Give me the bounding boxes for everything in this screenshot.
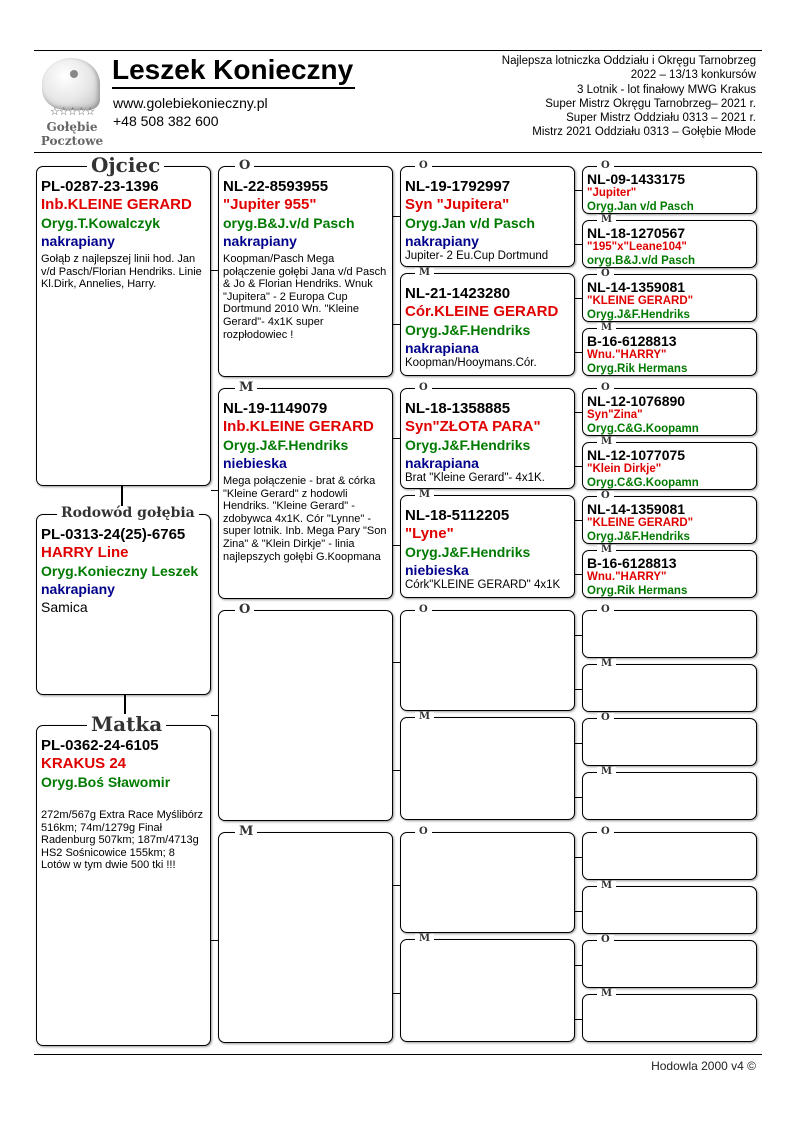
pigeon-origin: Oryg.J&F.Hendriks: [405, 437, 531, 453]
pigeon-description: Córk"KLEINE GERARD" 4x1K: [405, 579, 561, 591]
pigeon-name: Inb.KLEINE GERARD: [41, 196, 192, 213]
connector: [393, 324, 400, 325]
gen4-card[interactable]: [582, 436, 757, 490]
ring-number: NL-22-8593955: [223, 178, 329, 195]
pigeon-name: Syn"Zina": [587, 409, 643, 421]
gen3-card[interactable]: [400, 711, 575, 820]
granddam-paternal-card[interactable]: [218, 380, 393, 599]
logo-text-line1: Gołębie: [46, 120, 98, 134]
sire-label: O: [415, 605, 432, 615]
pigeon-description: Brat "Kleine Gerard"- 4x1K.: [405, 472, 545, 484]
achievement: Mistrz 2021 Oddziału 0313 – Gołębie Młode: [532, 126, 756, 139]
grandsire-paternal-card[interactable]: [218, 158, 393, 377]
achievement: 3 Lotnik - lot finałowy MWG Krakus: [577, 83, 756, 96]
ring-number: NL-18-1270567: [587, 225, 686, 241]
pigeon-name: "Klein Dirkje": [587, 463, 662, 475]
pigeon-name: "KLEINE GERARD": [587, 517, 694, 529]
ring-number: PL-0362-24-6105: [41, 737, 159, 754]
pigeon-name: "Lyne": [405, 525, 454, 542]
sire-label: O: [415, 383, 432, 393]
dam-label: M: [235, 381, 257, 394]
pigeon-name: "KLEINE GERARD": [587, 295, 694, 307]
connector: [211, 490, 218, 491]
gen4-card[interactable]: [582, 766, 757, 820]
gen3-card[interactable]: [400, 604, 575, 711]
pigeon-origin: Oryg.Rik Hermans: [587, 363, 688, 375]
dam-label: M: [415, 934, 434, 944]
connector: [575, 412, 582, 413]
sire-label: O: [235, 603, 254, 616]
achievements-list: [502, 54, 756, 140]
ring-number: PL-0287-23-1396: [41, 178, 159, 195]
sire-label: O: [597, 161, 614, 171]
pigeon-sex: Samica: [41, 599, 88, 615]
connector: [393, 770, 400, 771]
pigeon-name: Wnu."HARRY": [587, 349, 667, 361]
pigeon-origin: Oryg.J&F.Hendriks: [587, 309, 690, 321]
connector: [575, 352, 582, 353]
ring-number: NL-12-1076890: [587, 393, 686, 409]
gen3-card[interactable]: [400, 160, 575, 267]
pigeon-color: nakrapiana: [405, 340, 479, 356]
achievement: Najlepsza lotniczka Oddziału i Okręgu Tarnobrzeg: [501, 55, 756, 67]
connector: [393, 438, 400, 439]
dam-label: M: [597, 659, 616, 669]
pigeon-color: nakrapiany: [41, 581, 115, 597]
gen4-card[interactable]: [582, 826, 757, 880]
connector: [393, 662, 400, 663]
sire-label: O: [415, 161, 432, 171]
connector: [575, 857, 582, 858]
pigeon-description: 272m/567g Extra Race Myślibórz 516km; 74m/1279g Finał Radenburg 507km; 187m/4713g HS2 Sośnicowice 155km; 8 Lotów w tym dwie 500 tki !!!: [41, 809, 204, 872]
dam-label: M: [597, 215, 616, 225]
connector: [575, 965, 582, 966]
achievement: Super Mistrz Oddziału 0313 – 2021 r.: [566, 112, 756, 125]
logo-text-line2: Pocztowe: [40, 134, 104, 148]
sire-label: O: [415, 827, 432, 837]
logo: [34, 56, 110, 146]
gen4-card[interactable]: [582, 214, 757, 268]
sire-label: O: [597, 605, 614, 615]
ring-number: PL-0313-24(25)-6765: [41, 526, 186, 543]
pigeon-head-icon: [42, 58, 100, 110]
dam-label: M: [415, 490, 434, 500]
subject-label: Rodowód gołębia: [57, 506, 199, 520]
dam-label: M: [597, 989, 616, 999]
ring-number: NL-18-1358885: [405, 400, 511, 417]
sire-label: O: [235, 159, 254, 172]
sire-label: O: [597, 491, 614, 501]
pigeon-eye-icon: [70, 70, 78, 78]
sire-label: O: [597, 269, 614, 279]
gen4-card[interactable]: [582, 160, 757, 214]
gen4-card[interactable]: [582, 658, 757, 712]
pigeon-origin: Oryg.J&F.Hendriks: [405, 322, 531, 338]
pigeon-color: nakrapiany: [405, 233, 479, 249]
dam-label: M: [415, 712, 434, 722]
gen4-card[interactable]: [582, 880, 757, 934]
connector: [575, 244, 582, 245]
connector: [575, 689, 582, 690]
gen4-card[interactable]: [582, 604, 757, 658]
pigeon-name: Wnu."HARRY": [587, 571, 667, 583]
pigeon-name: "Jupiter": [587, 187, 637, 199]
ring-number: NL-12-1077075: [587, 447, 686, 463]
pigeon-name: "Jupiter 955": [223, 196, 317, 213]
connector: [575, 1019, 582, 1020]
pigeon-name: KRAKUS 24: [41, 755, 127, 772]
connector: [211, 940, 218, 941]
connector: [575, 466, 582, 467]
dam-label: M: [415, 268, 434, 278]
pigeon-origin: Oryg.Jan v/d Pasch: [587, 201, 694, 213]
connector: [393, 545, 400, 546]
footer-text: Hodowla 2000 v4 ©: [651, 1059, 756, 1073]
subject-card[interactable]: [36, 505, 211, 695]
pigeon-color: nakrapiana: [405, 455, 479, 471]
ring-number: B-16-6128813: [587, 333, 677, 349]
connector: [211, 715, 218, 716]
pigeon-name: "195"x"Leane104": [587, 241, 687, 253]
pigeon-origin: Oryg.Rik Hermans: [587, 585, 688, 597]
pigeon-name: Syn "Jupitera": [405, 196, 510, 213]
connector: [575, 743, 582, 744]
gen4-card[interactable]: [582, 322, 757, 376]
sire-label: O: [597, 383, 614, 393]
connector: [211, 270, 218, 271]
pigeon-origin: Oryg.J&F.Hendriks: [405, 544, 531, 560]
ring-number: NL-19-1149079: [223, 400, 328, 417]
connector: [393, 216, 400, 217]
achievement: Super Mistrz Okręgu Tarnobrzeg– 2021 r.: [545, 97, 756, 110]
mother-label: Matka: [87, 714, 166, 734]
dam-label: M: [597, 767, 616, 777]
pigeon-description: Koopman/Pasch Mega połączenie gołębi Jana v/d Pasch & Jo & Florian Hendriks. Wnuk "Jupitera" - 2 Europa Cup Dortmund 2010 Wn. "Kleine Gerard"- 4x1K super rozpłodowiec !: [223, 253, 387, 341]
pigeon-origin: Oryg.Jan v/d Pasch: [405, 215, 535, 231]
father-label: Ojciec: [87, 155, 164, 175]
pigeon-description: Jupiter- 2 Eu.Cup Dortmund: [405, 250, 549, 262]
pigeon-name: Cór.KLEINE GERARD: [405, 303, 559, 320]
pigeon-origin: Oryg.T.Kowalczyk: [41, 215, 161, 231]
gen4-card[interactable]: [582, 934, 757, 988]
connector: [393, 993, 400, 994]
owner-name: Leszek Konieczny: [112, 53, 355, 89]
pigeon-description: Gołąb z najlepszej linii hod. Jan v/d Pasch/Florian Hendriks. Linie Kl.Dirk, Annelies, Harry.: [41, 253, 202, 291]
dam-label: M: [597, 881, 616, 891]
father-card[interactable]: [36, 153, 211, 486]
gen3-card[interactable]: [400, 382, 575, 489]
gen3-card[interactable]: [400, 933, 575, 1042]
connector: [393, 885, 400, 886]
granddam-maternal-card[interactable]: [218, 824, 393, 1043]
connector: [575, 797, 582, 798]
sire-label: O: [597, 935, 614, 945]
pigeon-color: nakrapiany: [41, 233, 115, 249]
pigeon-origin: oryg.B&J.v/d Pasch: [223, 215, 355, 231]
gen4-card[interactable]: [582, 544, 757, 598]
ring-number: NL-19-1792997: [405, 178, 511, 195]
stars-icon: ☆☆☆☆☆: [49, 105, 95, 118]
achievement: 2022 – 13/13 konkursów: [630, 69, 756, 82]
gen4-card[interactable]: [582, 268, 757, 322]
pigeon-origin: Oryg.C&G.Koopamn: [587, 423, 699, 435]
connector: [575, 298, 582, 299]
pigeon-description: Mega połączenie - brat & córka "Kleine Gerard" z hodowli Hendriks. "Kleine Gerard" - zdobywca 4x1K. Cór "Lynne" - super lotnik. Inb. Mega Pary "Son Zina" & "Klein Dirkje" - linia najlepszych gołębi G.Koopmana: [223, 475, 387, 563]
pigeon-origin: Oryg.Boś Sławomir: [41, 774, 171, 790]
phone-number: +48 508 382 600: [113, 113, 219, 129]
pigeon-color: niebieska: [223, 455, 287, 471]
ring-number: NL-14-1359081: [587, 501, 686, 517]
connector: [575, 635, 582, 636]
sire-label: O: [597, 827, 614, 837]
pigeon-name: Syn"ZŁOTA PARA": [405, 418, 541, 435]
connector: [575, 911, 582, 912]
pigeon-origin: oryg.B&J.v/d Pasch: [587, 255, 696, 267]
dam-label: M: [597, 323, 616, 333]
ring-number: NL-09-1433175: [587, 171, 686, 187]
connector: [575, 520, 582, 521]
ring-number: B-16-6128813: [587, 555, 677, 571]
gen3-card[interactable]: [400, 826, 575, 933]
pigeon-description: Koopman/Hooymans.Cór.: [405, 357, 537, 369]
dam-label: M: [597, 545, 616, 555]
sire-label: O: [597, 713, 614, 723]
grandsire-maternal-card[interactable]: [218, 602, 393, 821]
mother-card[interactable]: [36, 712, 211, 1046]
pigeon-origin: Oryg.J&F.Hendriks: [587, 531, 690, 543]
top-rule: [34, 50, 762, 51]
gen4-card[interactable]: [582, 988, 757, 1042]
gen3-card[interactable]: [400, 489, 575, 598]
pigeon-origin: Oryg.C&G.Koopamn: [587, 477, 699, 489]
gen4-card[interactable]: [582, 712, 757, 766]
dam-label: M: [597, 437, 616, 447]
pigeon-name: Inb.KLEINE GERARD: [223, 418, 374, 435]
connector: [575, 574, 582, 575]
gen4-card[interactable]: [582, 490, 757, 544]
ring-number: NL-21-1423280: [405, 285, 511, 302]
gen4-card[interactable]: [582, 382, 757, 436]
pigeon-color: niebieska: [405, 562, 469, 578]
gen3-card[interactable]: [400, 267, 575, 376]
footer-rule: [34, 1054, 762, 1055]
ring-number: NL-14-1359081: [587, 279, 686, 295]
pigeon-name: HARRY Line: [41, 544, 129, 561]
dam-label: M: [235, 825, 257, 838]
ring-number: NL-18-5112205: [405, 507, 510, 524]
website-link[interactable]: www.golebiekonieczny.pl: [113, 95, 268, 111]
pigeon-color: nakrapiany: [223, 233, 297, 249]
pigeon-origin: Oryg.Konieczny Leszek: [41, 563, 199, 579]
pigeon-origin: Oryg.J&F.Hendriks: [223, 437, 349, 453]
connector: [575, 190, 582, 191]
